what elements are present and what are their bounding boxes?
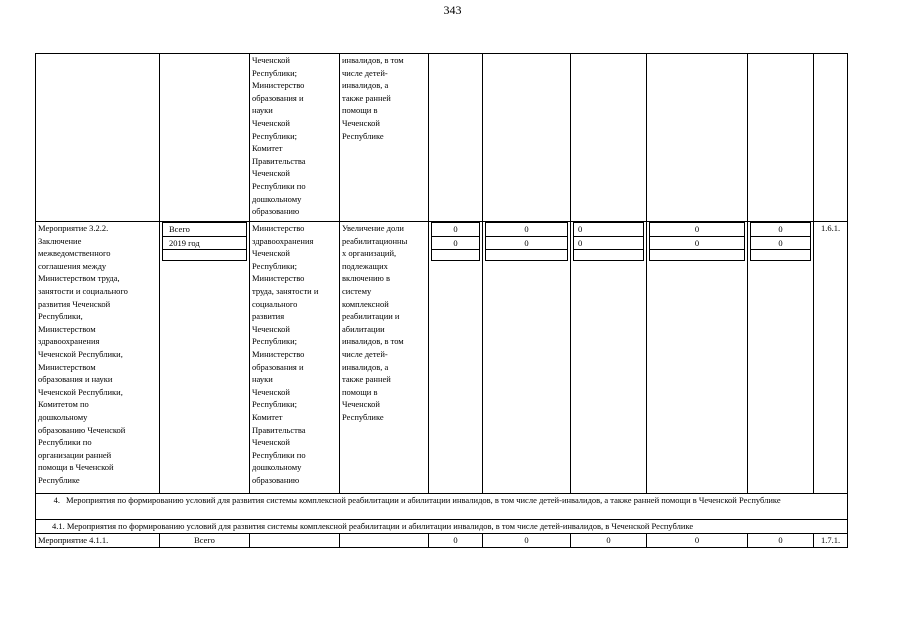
period-total: Всего <box>163 223 247 237</box>
value-empty <box>574 250 644 261</box>
cell-measure-empty <box>36 54 160 222</box>
value-total: 0 <box>650 223 745 237</box>
cell-value-empty <box>748 54 814 222</box>
value-2019: 0 <box>751 236 811 250</box>
table-row-section-4 <box>36 494 848 520</box>
value-empty <box>432 250 480 261</box>
section-heading <box>36 494 848 520</box>
cell-value-4: 0 <box>647 534 748 548</box>
cell-measure-title: Мероприятие 3.2.2. Заключение межведомственного соглашения между Министерством труда, занятости и социального развития Чеченской Республики, Министерством здравоохранения Чеченской Республики, Министерством образования и науки Чеченской Республики, Комитетом по дошкольному образованию Чеченской Республики по организации ранней помощи в Чеченской Республике <box>36 222 160 494</box>
cell-code: 1.6.1. <box>814 222 848 494</box>
cell-value-empty <box>647 54 748 222</box>
cell-code: 1.7.1. <box>814 534 848 548</box>
value-total: 0 <box>751 223 811 237</box>
cell-value-4 <box>647 222 748 494</box>
period-2019: 2019 год <box>163 236 247 250</box>
cell-value-1: 0 <box>429 534 483 548</box>
value-2019: 0 <box>432 236 480 250</box>
value-total: 0 <box>486 223 568 237</box>
cell-measure-title: Мероприятие 4.1.1. <box>36 534 160 548</box>
cell-executor: Чеченской Республики; Министерство образования и науки Чеченской Республики; Комитет Правительства Чеченской Республики по дошкольному образованию <box>250 54 340 222</box>
value-total: 0 <box>432 223 480 237</box>
cell-indicator: инвалидов, в том числе детей- инвалидов, а также ранней помощи в Чеченской Республике <box>340 54 429 222</box>
section-text: Мероприятия по формированию условий для развития системы комплексной реабилитации и абилитации инвалидов, в том числе детей-инвалидов, а также ранней помощи в Чеченской Республике <box>66 495 781 505</box>
cell-period: Всего <box>160 534 250 548</box>
value-2019: 0 <box>650 236 745 250</box>
page-number: 343 <box>443 3 462 17</box>
cell-value-5 <box>748 222 814 494</box>
cell-executor: Министерство здравоохранения Чеченской Республики; Министерство труда, занятости и социального развития Чеченской Республики; Министерство образования и науки Чеченской Республики; Комитет Правительства Чеченской Республики по дошкольному образованию <box>250 222 340 494</box>
cell-value-3 <box>571 222 647 494</box>
cell-code-empty <box>814 54 848 222</box>
cell-value-empty <box>429 54 483 222</box>
cell-value-empty <box>571 54 647 222</box>
cell-value-2 <box>483 222 571 494</box>
cell-periods <box>160 222 250 494</box>
cell-executor-empty <box>250 534 340 548</box>
cell-value-empty <box>483 54 571 222</box>
cell-period-empty <box>160 54 250 222</box>
table-row-section-4-1 <box>36 520 848 534</box>
value-2019: 0 <box>574 236 644 250</box>
cell-value-2: 0 <box>483 534 571 548</box>
value-total: 0 <box>574 223 644 237</box>
period-empty <box>163 250 247 261</box>
table-row-continuation <box>36 54 848 222</box>
table-row-measure-3-2-2 <box>36 222 848 494</box>
cell-indicator-empty <box>340 534 429 548</box>
value-empty <box>751 250 811 261</box>
subsection-heading: 4.1. Мероприятия по формированию условий для развития системы комплексной реабилитации и абилитации инвалидов, в том числе детей-инвалидов, в Чеченской Республике <box>36 520 848 534</box>
value-empty <box>650 250 745 261</box>
section-index: 4. <box>53 495 60 505</box>
value-empty <box>486 250 568 261</box>
cell-indicator: Увеличение доли реабилитационны х организаций, подлежащих включению в систему комплексной реабилитации и абилитации инвалидов, в том числе детей- инвалидов, а также ранней помощи в Чеченской Республике <box>340 222 429 494</box>
cell-value-1 <box>429 222 483 494</box>
value-2019: 0 <box>486 236 568 250</box>
measures-table <box>35 53 848 548</box>
table-row-measure-4-1-1 <box>36 534 848 548</box>
cell-value-3: 0 <box>571 534 647 548</box>
cell-value-5: 0 <box>748 534 814 548</box>
